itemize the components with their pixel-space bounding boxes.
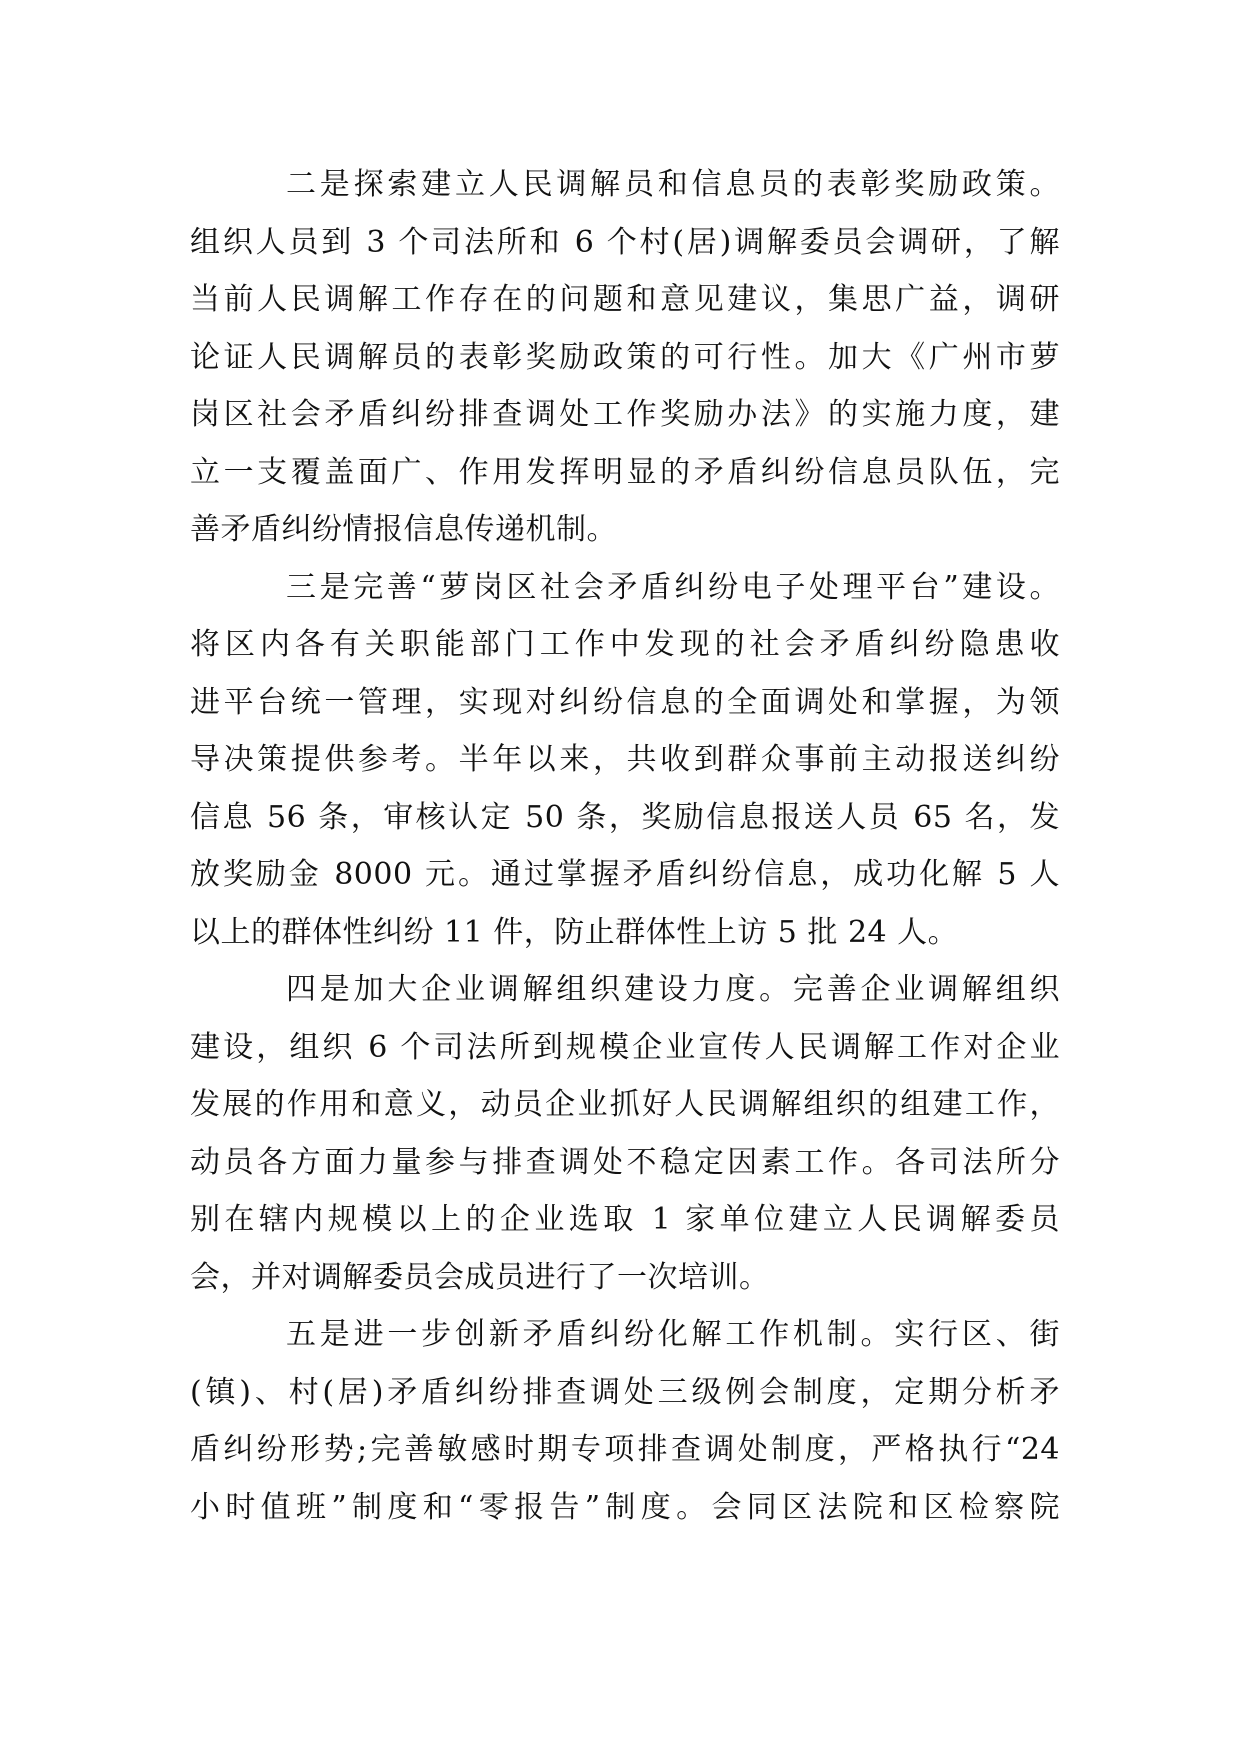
paragraph-line: 立一支覆盖面广、作用发挥明显的矛盾纠纷信息员队伍，完 bbox=[190, 454, 1060, 490]
paragraph-4 bbox=[190, 1306, 1060, 1536]
paragraph-line: 四是加大企业调解组织建设力度。完善企业调解组织 bbox=[286, 972, 1060, 1007]
paragraph-line: 当前人民调解工作存在的问题和意见建议，集思广益，调研 bbox=[190, 282, 1060, 317]
paragraph-line: 发展的作用和意义，动员企业抓好人民调解组织的组建工作， bbox=[190, 1087, 1060, 1122]
paragraph-line: 信息 56 条，审核认定 50 条，奖励信息报送人员 65 名，发 bbox=[190, 799, 1060, 835]
paragraph-line: 善矛盾纠纷情报信息传递机制。 bbox=[190, 512, 617, 547]
paragraph-line: 小时值班”制度和“零报告”制度。会同区法院和区检察院 bbox=[190, 1489, 1060, 1525]
paragraph-line: 放奖励金 8000 元。通过掌握矛盾纠纷信息，成功化解 5 人 bbox=[190, 857, 1060, 892]
document-body bbox=[190, 156, 1060, 1536]
paragraph-line: 五是进一步创新矛盾纠纷化解工作机制。实行区、街 bbox=[286, 1317, 1060, 1352]
paragraph-line: 会，并对调解委员会成员进行了一次培训。 bbox=[190, 1259, 770, 1295]
paragraph-line: 岗区社会矛盾纠纷排查调处工作奖励办法》的实施力度，建 bbox=[190, 397, 1060, 432]
paragraph-2 bbox=[190, 559, 1060, 962]
paragraph-line: 以上的群体性纠纷 11 件，防止群体性上访 5 批 24 人。 bbox=[190, 914, 959, 950]
paragraph-line: 三是完善“萝岗区社会矛盾纠纷电子处理平台”建设。 bbox=[286, 569, 1060, 605]
paragraph-line: 组织人员到 3 个司法所和 6 个村(居)调解委员会调研，了解 bbox=[190, 224, 1060, 260]
paragraph-line: 建设，组织 6 个司法所到规模企业宣传人民调解工作对企业 bbox=[190, 1029, 1060, 1065]
paragraph-line: 将区内各有关职能部门工作中发现的社会矛盾纠纷隐患收 bbox=[190, 627, 1060, 662]
paragraph-line: 导决策提供参考。半年以来，共收到群众事前主动报送纠纷 bbox=[190, 742, 1060, 777]
paragraph-line: 论证人民调解员的表彰奖励政策的可行性。加大《广州市萝 bbox=[190, 339, 1060, 375]
paragraph-3 bbox=[190, 961, 1060, 1306]
paragraph-line: (镇)、村(居)矛盾纠纷排查调处三级例会制度，定期分析矛 bbox=[190, 1374, 1060, 1410]
paragraph-line: 盾纠纷形势;完善敏感时期专项排查调处制度，严格执行“24 bbox=[190, 1432, 1060, 1467]
paragraph-line: 二是探索建立人民调解员和信息员的表彰奖励政策。 bbox=[286, 167, 1060, 202]
paragraph-1 bbox=[190, 156, 1060, 559]
paragraph-line: 动员各方面力量参与排查调处不稳定因素工作。各司法所分 bbox=[190, 1144, 1060, 1180]
paragraph-line: 别在辖内规模以上的企业选取 1 家单位建立人民调解委员 bbox=[190, 1202, 1060, 1237]
paragraph-line: 进平台统一管理，实现对纠纷信息的全面调处和掌握，为领 bbox=[190, 684, 1060, 720]
